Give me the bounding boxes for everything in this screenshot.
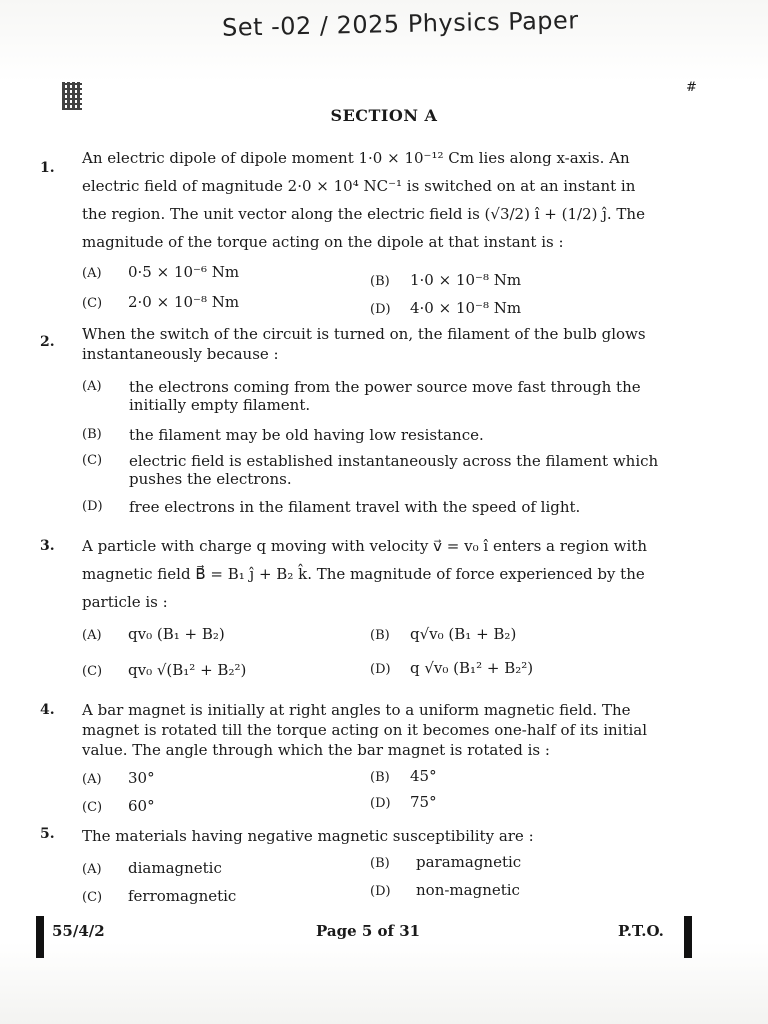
question-text: A particle with charge q moving with velocity v⃗ = v₀ î enters a region with magnetic field B⃗ = B₁ ĵ + B₂ k̂. The magnitude of force experienced by the particle is : xyxy=(82,537,647,611)
option-d[interactable]: (D) q √v₀ (B₁² + B₂²) xyxy=(370,659,534,677)
option-a[interactable]: (A) diamagnetic xyxy=(82,859,222,877)
option-d[interactable]: (D) free electrons in the filament travel with the speed of light. xyxy=(82,498,581,516)
section-title: SECTION A xyxy=(330,106,438,125)
option-b[interactable]: (B) 1·0 × 10⁻⁸ Nm xyxy=(370,271,522,289)
question-number: 2. xyxy=(40,334,55,350)
option-b[interactable]: (B) q√v₀ (B₁ + B₂) xyxy=(370,625,517,643)
paper-code: 55/4/2 xyxy=(52,922,105,940)
question-text: A bar magnet is initially at right angles to a uniform magnetic field. The magnet is rotated till the torque acting on it becomes one-half of its initial value. The angle through which the bar magnet is rotated is : xyxy=(82,701,648,759)
question-number: 1. xyxy=(40,160,55,176)
option-d[interactable]: (D) non-magnetic xyxy=(370,881,520,899)
option-a[interactable]: (A) 30° xyxy=(82,769,155,787)
option-b[interactable]: (B) paramagnetic xyxy=(370,853,522,871)
option-c[interactable]: (C) qv₀ √(B₁² + B₂²) xyxy=(82,661,247,679)
question-text: When the switch of the circuit is turned on, the filament of the bulb glows instantaneously because : xyxy=(82,325,646,363)
option-b[interactable]: (B) the filament may be old having low resistance. xyxy=(82,426,484,444)
option-c[interactable]: (C) 60° xyxy=(82,797,155,815)
option-a[interactable]: (A) 0·5 × 10⁻⁶ Nm xyxy=(82,263,240,281)
option-c[interactable]: (C) electric field is established instantaneously across the filament which pushes the electrons. xyxy=(82,452,659,488)
option-b[interactable]: (B) 45° xyxy=(370,767,437,785)
option-d[interactable]: (D) 75° xyxy=(370,793,437,811)
option-a[interactable]: (A) the electrons coming from the power source move fast through the initially empty filament. xyxy=(82,378,641,414)
option-c[interactable]: (C) 2·0 × 10⁻⁸ Nm xyxy=(82,293,240,311)
question-number: 3. xyxy=(40,538,55,554)
footer-right-bar xyxy=(684,916,692,958)
question-text: An electric dipole of dipole moment 1·0 × 10⁻¹² Cm lies along x-axis. An electric field of magnitude 2·0 × 10⁴ NC⁻¹ is switched on at an instant in the region. The unit vector along the electric field is (√3/2) î + (1/2) ĵ. The magnitude of the torque acting on the dipole at that instant is : xyxy=(82,149,645,251)
question-number: 4. xyxy=(40,702,55,718)
option-a[interactable]: (A) qv₀ (B₁ + B₂) xyxy=(82,625,225,643)
question-number: 5. xyxy=(40,826,55,842)
handwritten-title: Set -02 / 2025 Physics Paper xyxy=(221,6,579,42)
option-c[interactable]: (C) ferromagnetic xyxy=(82,887,237,905)
pto-label: P.T.O. xyxy=(618,922,664,940)
hash-mark: # xyxy=(686,80,697,95)
page-number: Page 5 of 31 xyxy=(316,922,421,940)
question-text: The materials having negative magnetic susceptibility are : xyxy=(82,827,534,845)
footer-left-bar xyxy=(36,916,44,958)
option-d[interactable]: (D) 4·0 × 10⁻⁸ Nm xyxy=(370,299,522,317)
